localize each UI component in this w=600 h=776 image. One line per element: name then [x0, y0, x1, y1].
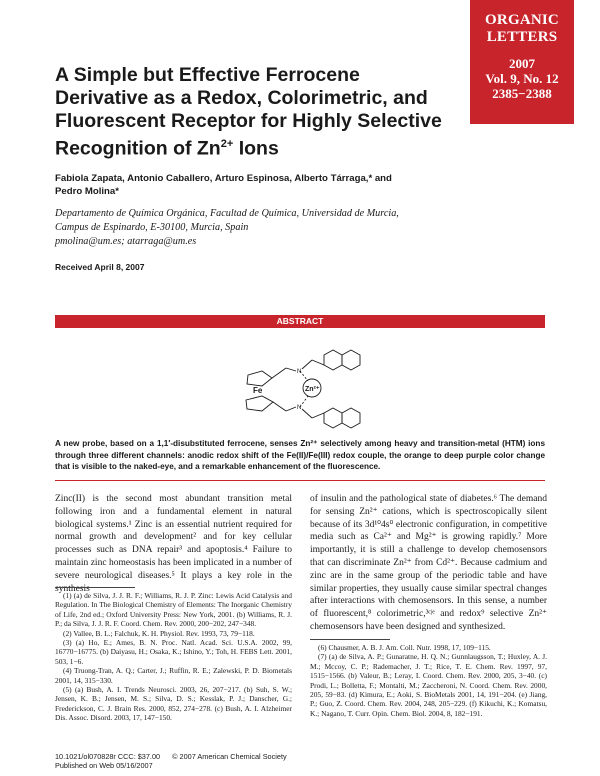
reference-item: (6) Chausmer, A. B. J. Am. Coll. Nutr. 1998, 17, 109−115. [318, 643, 491, 652]
footer-copyright: © 2007 American Chemical Society [172, 752, 287, 761]
journal-name-line2: LETTERS [486, 29, 558, 45]
author-list: Fabiola Zapata, Antonio Caballero, Arturo Espinosa, Alberto Tárraga,* and Pedro Molina* [55, 173, 392, 197]
reference-item: (3) (a) Ho, E.; Ames, B. N. Proc. Natl. Acad. Sci. U.S.A. 2002, 99, 16770−16775. (b) Daiyasu, H.; Osaka, K.; Ishino, Y.; Toh, H. FEBS Lett. 2001, 503, 1−6. [55, 638, 292, 666]
reference-item: (5) (a) Bush, A. I. Trends Neurosci. 2003, 26, 207−217. (b) Suh, S. W.; Jensen, K. B.; Jensen, M. S.; Silva, D. S.; Kesslak, P. J.; Danscher, G.; Frederickson, C. J. Brain Res. 2000, 852, 274−278. (c) Bush, A. I. Alzheimer Dis. Assoc. Disord. 2003, 17, 147−150. [55, 685, 292, 723]
reference-item: (4) Truong-Tran, A. Q.; Carter, J.; Ruffin, R. E.; Zalewski, P. D. Biometals 2001, 14, 315−330. [55, 666, 292, 685]
footnote-divider-left [55, 587, 135, 588]
abstract-heading: ABSTRACT [55, 315, 545, 328]
received-date: Received April 8, 2007 [55, 262, 145, 272]
reference-item: (1) (a) de Silva, J. J. R. F.; Williams, R. J. P. Zinc: Lewis Acid Catalysis and Regulation. In The Biological Chemistry of Elements: The Inorganic Chemistry of Life, 2nd ed.; Oxford University Press: New York, 2001. (b) Williams, R. J. P.; da Silva, J. J. R. F. Coord. Chem. Rev. 2000, 200−202, 247−348. [55, 591, 292, 629]
abstract-divider [55, 480, 545, 481]
fe-label: Fe [253, 386, 263, 395]
references-left [55, 591, 292, 723]
cp-ring-lower [246, 396, 273, 411]
references-right [310, 643, 547, 718]
toc-graphic [200, 338, 400, 438]
title-text: A Simple but Effective Ferrocene Derivative as a Redox, Colorimetric, and Fluorescent Receptor for Highly Selective Recognition of Zn [55, 64, 442, 160]
title-superscript: 2+ [220, 138, 234, 150]
zn-label: Zn²⁺ [305, 386, 320, 393]
article-title [55, 64, 450, 161]
naphthalene-upper-ring-a [324, 350, 342, 370]
title-suffix: Ions [233, 137, 279, 160]
journal-name-line1: ORGANIC [485, 12, 559, 28]
naphthalene-lower-ring-b [342, 408, 360, 428]
naphthalene-upper-ring-b [342, 350, 360, 370]
footer-published: Published on Web 05/16/2007 [55, 761, 153, 770]
footnote-divider-right [310, 639, 390, 640]
reference-item: (2) Vallee, B. L.; Falchuk, K. H. Physiol. Rev. 1993, 73, 79−118. [63, 628, 255, 638]
journal-pages: 2385−2388 [492, 86, 552, 101]
journal-volume: Vol. 9, No. 12 [485, 71, 559, 86]
n-label-lower: N [297, 405, 302, 411]
reference-item: (7) (a) de Silva, A. P.; Gunaratne, H. Q. N.; Gunnlaugsson, T.; Huxley, A. J. M.; Mccoy, C. P.; Rademacher, J. T.; Rice, T. E. Chem. Rev. 1997, 97, 1515−1566. (b) Valeur, B.; Leray, I. Coord. Chem. Rev. 2000, 205, 3−40. (c) Prodi, L.; Bolletta, F.; Montalti, M.; Zaccheroni, N. Coord. Chem. Rev. 2000, 205, 59−83. (d) Kimura, E.; Aoki, S. BioMetals 2001, 14, 191−204. (e) Jiang, P.; Guo, Z. Coord. Chem. Rev. 2004, 248, 205−229. (f) Kikuchi, K.; Komatsu, K.; Nagano, T. Curr. Opin. Chem. Biol. 2004, 8, 182−191. [310, 652, 547, 718]
n-label-upper: N [297, 369, 302, 375]
abstract-text: A new probe, based on a 1,1′-disubstituted ferrocene, senses Zn²⁺ selectively among heavy and transition-metal (HTM) ions through three different channels: anodic redox shift of the Fe(II)/Fe(III) redox couple, the orange to deep purple color change that is visible to the naked-eye, and a remarkable enhancement of the fluorescence. [55, 439, 545, 471]
cp-ring-upper [247, 371, 272, 386]
page-footer [55, 752, 287, 770]
affiliation [55, 207, 455, 235]
contact-email[interactable]: pmolina@um.es; atarraga@um.es [55, 236, 197, 247]
affiliation-line2: Campus de Espinardo, E-30100, Murcia, Spain [55, 222, 249, 233]
journal-year: 2007 [509, 56, 535, 71]
journal-banner [470, 0, 574, 124]
footer-doi: 10.1021/ol070828r CCC: $37.00 [55, 752, 161, 761]
naphthalene-lower-ring-a [324, 408, 342, 428]
affiliation-line1: Departamento de Química Orgánica, Facultad de Química, Universidad de Murcia, [55, 208, 399, 219]
body-text-right: of insulin and the pathological state of diabetes.⁶ The demand for sensing Zn²⁺ cations, which is spectroscopically silent because of its 3d¹⁰4s⁰ electronic configuration, in competitive media such as Ca²⁺ and Mg²⁺ is growing rapidly.⁷ More importantly, it is still a challenge to develop chemosensors that can discriminate Zn²⁺ from Cd²⁺. Because cadmium and zinc are in the same group of the periodic table and have similar properties, they usually cause similar spectral changes after interactions with chemosensors. In this sense, a number of fluorescent,⁸ colorimetric,³ᶜʲᵉ and redox⁹ selective Zn²⁺ chemosensors have been designed and synthesized. [310, 494, 547, 632]
body-text-left: Zinc(II) is the second most abundant transition metal following iron and a fundamental element in natural biological systems.¹ Zinc is an essential nutrient required for normal growth and development² and for key cellular processes such as DNA repair³ and apoptosis.⁴ Failure to maintain zinc homeostasis has been implicated in a number of severe neurological diseases.⁵ It plays a key role in the synthesis [55, 494, 292, 594]
